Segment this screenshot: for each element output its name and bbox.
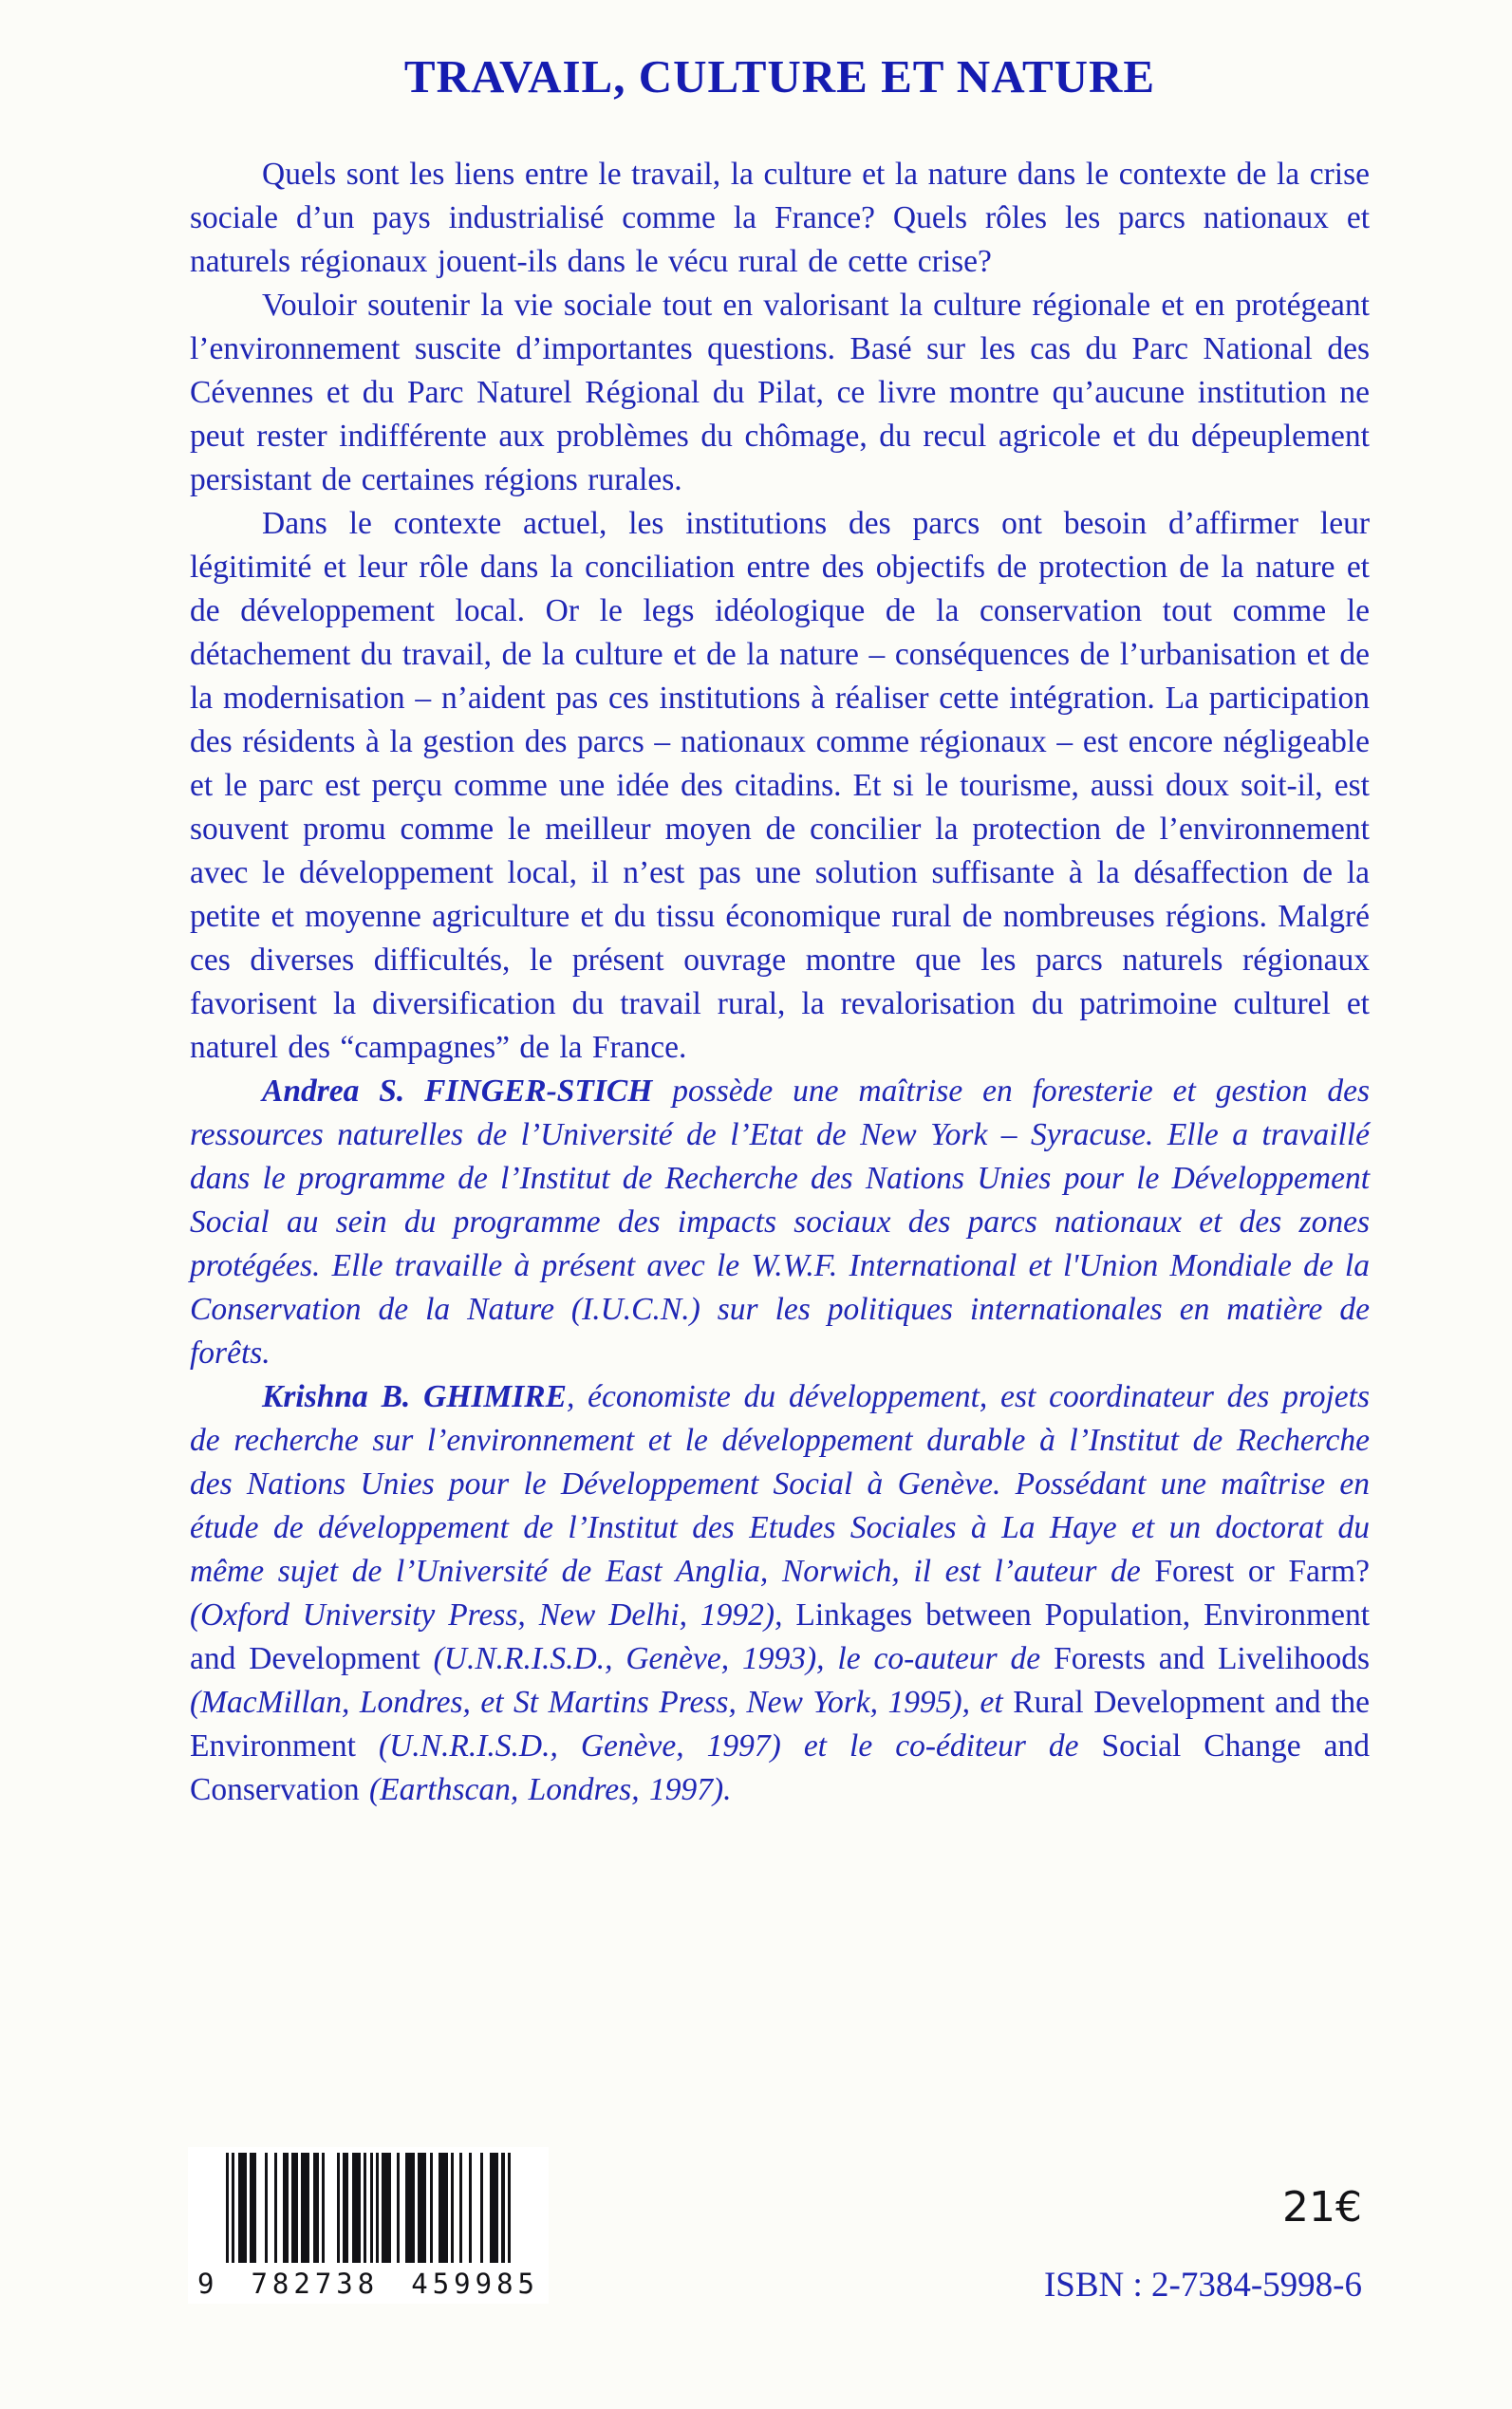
barcode-block <box>188 2147 549 2304</box>
isbn: ISBN : 2-7384-5998-6 <box>1043 2266 1362 2305</box>
book-title: Social Change and Conservation <box>190 1728 1371 1807</box>
book-title: Forests and Livelihoods <box>1054 1641 1370 1676</box>
price: 21€ <box>1282 2183 1362 2232</box>
page-title: TRAVAIL, CULTURE ET NATURE <box>403 50 1156 103</box>
bio-text: (Oxford University Press, New Delhi, 1992), <box>190 1597 796 1633</box>
paragraph-context: Vouloir soutenir la vie sociale tout en valorisant la culture régionale et en protégeant l’environnement suscite d’importantes questions. Basé sur les cas du Parc National des Cévennes et du Parc Naturel Régional du Pilat, ce livre montre qu’aucune institution ne peut rester indifférente aux problèmes du chômage, du recul agricole et du dépeuplement persistant de certaines régions rurales. <box>190 288 1370 497</box>
author-bio-ghimire <box>190 1375 1370 1812</box>
barcode-digits-right: 459985 <box>411 2268 539 2300</box>
barcode-digits <box>197 2268 539 2300</box>
bio-text: , économiste du développement, est coordinateur des projets de recherche sur l’environnement et le développement durable à l’Institut de Recherche des Nations Unies pour le Développement Social à Genève. Possédant une maîtrise en étude de développement de l’Institut des Etudes Sociales à La Haye et un doctorat du même sujet de l’Université de East Anglia, Norwich, il est l’auteur de <box>190 1379 1370 1589</box>
bio-text: (Earthscan, Londres, 1997). <box>369 1772 732 1807</box>
paragraph-intro: Quels sont les liens entre le travail, la culture et la nature dans le contexte de la crise sociale d’un pays industrialisé comme la France? Quels rôles les parcs nationaux et naturels régionaux jouent-ils dans le vécu rural de cette crise? <box>190 157 1370 279</box>
bio-text: (U.N.R.I.S.D., Genève, 1993), le co-auteur de <box>433 1641 1055 1676</box>
paragraph-analysis: Dans le contexte actuel, les institutions des parcs ont besoin d’affirmer leur légitimité et leur rôle dans la conciliation entre des objectifs de protection de la nature et de développement local. Or le legs idéologique de la conservation tout comme le détachement du travail, de la culture et de la nature – conséquences de l’urbanisation et de la modernisation – n’aident pas ces institutions à réaliser cette intégration. La participation des résidents à la gestion des parcs – nationaux comme régionaux – est encore négligeable et le parc est perçu comme une idée des citadins. Et si le tourisme, aussi doux soit-il, est souvent promu comme le meilleur moyen de concilier la protection de l’environnement avec le développement local, il n’est pas une solution suffisante à la désaffection de la petite et moyenne agriculture et du tissu économique rural de nombreuses régions. Malgré ces diverses difficultés, le présent ouvrage montre que les parcs naturels régionaux favorisent la diversification du travail rural, la revalorisation du patrimoine culturel et naturel des “campagnes” de la France. <box>190 506 1370 1065</box>
author-name: Krishna B. GHIMIRE <box>262 1379 567 1414</box>
barcode-digit-prefix: 9 <box>197 2268 219 2300</box>
bio-text: (U.N.R.I.S.D., Genève, 1997) et le co-éditeur de <box>378 1728 1102 1764</box>
author-name: Andrea S. FINGER-STICH <box>262 1074 653 1109</box>
book-title: Linkages between Population, Environment and Development <box>190 1597 1371 1676</box>
author-bio-finger-stich <box>190 1070 1370 1375</box>
book-title: Forest or Farm? <box>1154 1554 1370 1589</box>
cover-text-block <box>190 49 1370 1812</box>
bio-text: (MacMillan, Londres, et St Martins Press, New York, 1995), et <box>190 1685 1014 1720</box>
barcode <box>226 2153 511 2263</box>
body-text <box>190 153 1370 1812</box>
bio-text: possède une maîtrise en foresterie et gestion des ressources naturelles de l’Université de l’Etat de New York – Syracuse. Elle a travaillé dans le programme de l’Institut de Recherche des Nations Unies pour le Développement Social au sein du programme des impacts sociaux des parcs nationaux et des zones protégées. Elle travaille à présent avec le W.W.F. International et l'Union Mondiale de la Conservation de la Nature (I.U.C.N.) sur les politiques internationales en matière de forêts. <box>190 1074 1371 1371</box>
book-title: Rural Development and the Environment <box>190 1685 1370 1764</box>
barcode-digits-left: 782738 <box>251 2268 380 2300</box>
